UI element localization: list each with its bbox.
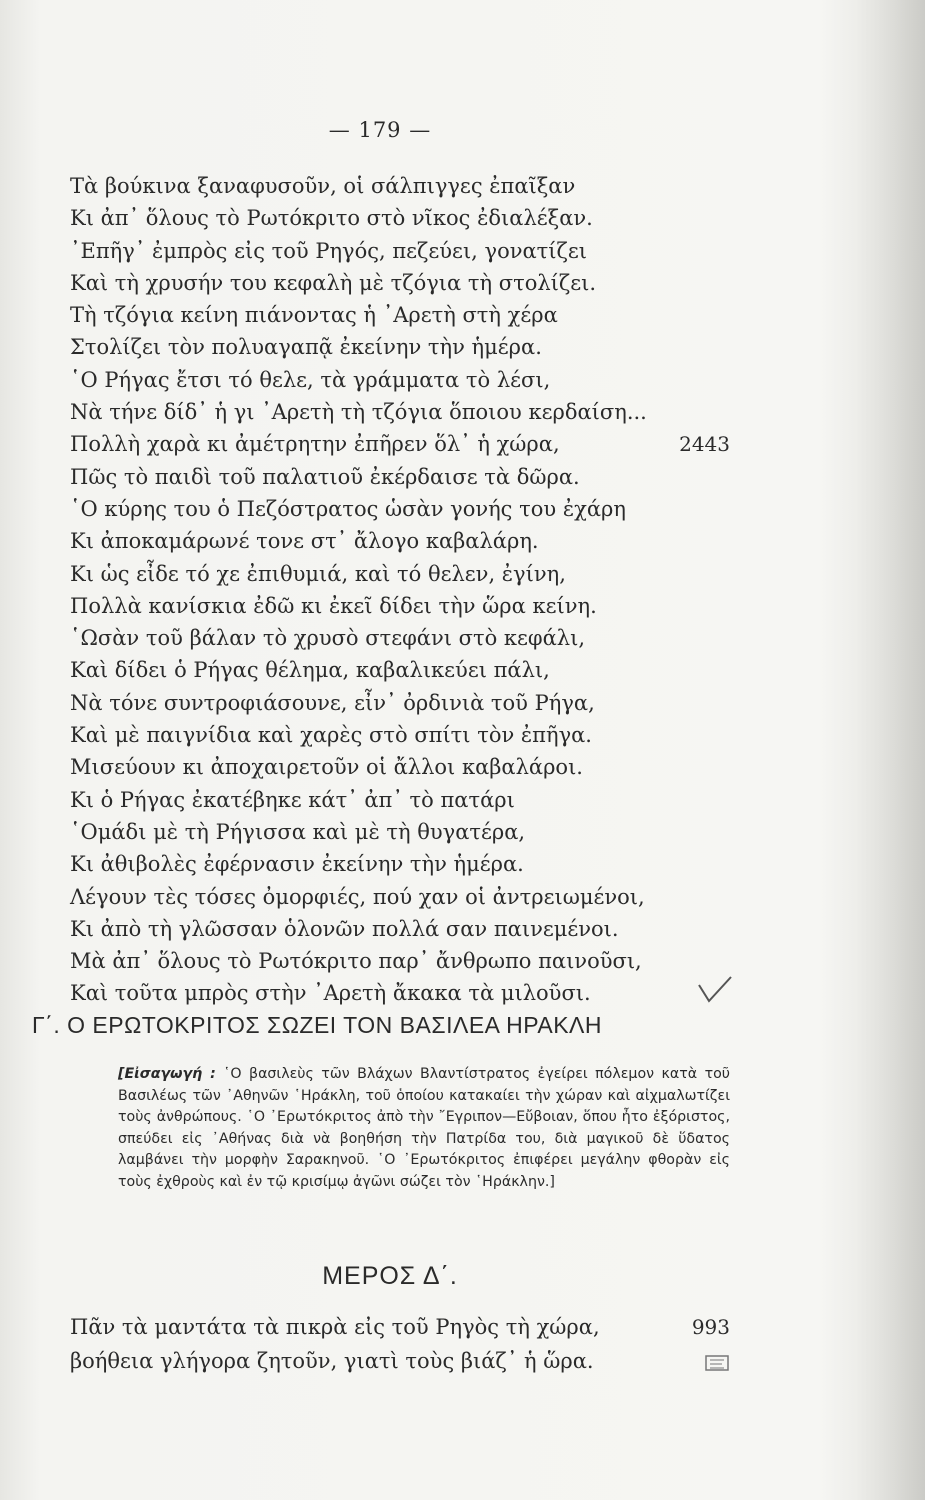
verse-text: ῾Ο κύρης του ὁ Πεζόστρατος ὡσὰν γονής του ἐχάρη — [70, 496, 626, 521]
verse-line — [70, 816, 720, 848]
verse-text: Τὰ βούκινα ξαναφυσοῦν, οἱ σάλπιγγες ἐπαῖξαν — [70, 174, 576, 198]
verse-text: Πολλὴ χαρὰ κι ἀμέτρητην ἐπῆρεν ὅλ᾽ ἡ χώρα, — [70, 432, 560, 457]
verse-number: 993 — [691, 1315, 730, 1339]
verse-line — [70, 396, 720, 428]
checkmark-icon — [695, 975, 735, 1005]
verse-text: Μισεύουν κι ἀποχαιρετοῦν οἱ ἄλλοι καβαλάροι. — [70, 755, 583, 780]
verse-line — [70, 1310, 730, 1344]
intro-label: [Εἰσαγωγή : — [118, 1066, 216, 1082]
verse-line — [70, 364, 720, 396]
verse-line — [70, 235, 720, 267]
verse-line — [70, 558, 720, 590]
verse-line — [70, 945, 720, 977]
verse-text: βοήθεια γλήγορα ζητοῦν, γιατὶ τοὺς βιάζ᾽ ἡ ὥρα. — [70, 1349, 594, 1373]
introduction-paragraph — [118, 1064, 730, 1194]
verse-line — [70, 461, 720, 493]
verse-line — [70, 881, 720, 913]
verse-text: Κι ὡς εἶδε τό χε ἐπιθυμιά, καὶ τό θελεν, ἐγίνη, — [70, 561, 566, 586]
verse-line — [70, 590, 720, 622]
verse-line — [70, 1344, 720, 1378]
verse-block — [70, 170, 730, 1010]
verse-number: 2443 — [679, 432, 730, 457]
library-stamp-icon — [704, 1350, 730, 1372]
verse-text: Πολλὰ κανίσκια ἐδῶ κι ἐκεῖ δίδει τὴν ὥρα κείνη. — [70, 593, 597, 618]
verse-text: Κι ὁ Ρήγας ἐκατέβηκε κάτ᾽ ἀπ᾽ τὸ πατάρι — [70, 787, 515, 812]
verse-text: Κι ἀθιβολὲς ἐφέρνασιν ἐκείνην τὴν ἡμέρα. — [70, 852, 524, 877]
verse-text: Κι ἀπ᾽ ὅλους τὸ Ρωτόκριτο στὸ νῖκος ἐδιαλέξαν. — [70, 206, 593, 231]
part-heading: ΜΕΡΟΣ Δ΄. — [322, 1262, 458, 1290]
verse-line — [70, 622, 720, 654]
page-number: — 179 — — [328, 118, 432, 142]
verse-line — [70, 977, 720, 1009]
verse-line — [70, 687, 720, 719]
verse-text: Τὴ τζόγια κείνη πιάνοντας ἡ ᾽Αρετὴ στὴ χέρα — [70, 303, 558, 328]
verse-text: Νὰ τήνε δίδ᾽ ἡ γι ᾽Αρετὴ τὴ τζόγια ὅποιου κερδαίση... — [70, 400, 647, 425]
verse-text: Καὶ δίδει ὁ Ρήγας θέλημα, καβαλικεύει πάλι, — [70, 658, 550, 683]
verse-text: Πᾶν τὰ μαντάτα τὰ πικρὰ εἰς τοῦ Ρηγὸς τὴ χώρα, — [70, 1315, 600, 1339]
verse-text: Καὶ τοῦτα μπρὸς στὴν ᾽Αρετὴ ἄκακα τὰ μιλοῦσι. — [70, 981, 591, 1006]
verse-line — [70, 525, 720, 557]
verse-text: Λέγουν τὲς τόσες ὀμορφιές, πού χαν οἱ ἀντρειωμένοι, — [70, 884, 645, 909]
verse-line — [70, 751, 720, 783]
verse-line — [70, 428, 730, 460]
verse-block-2 — [70, 1310, 730, 1378]
verse-text: ῾Ομάδι μὲ τὴ Ρήγισσα καὶ μὲ τὴ θυγατέρα, — [70, 819, 526, 844]
verse-line — [70, 848, 720, 880]
page-edge-shadow — [855, 0, 925, 1500]
verse-text: Νὰ τόνε συντροφιάσουνε, εἶν᾽ ὀρδινιὰ τοῦ Ρήγα, — [70, 690, 595, 715]
verse-text: Μὰ ἀπ᾽ ὅλους τὸ Ρωτόκριτο παρ᾽ ἄνθρωπο παινοῦσι, — [70, 949, 642, 974]
verse-text: Κι ἀποκαμάρωνέ τονε στ᾽ ἄλογο καβαλάρη. — [70, 529, 539, 554]
section-heading: Γ΄. Ο ΕΡΩΤΟΚΡΙΤΟΣ ΣΩΖΕΙ ΤΟΝ ΒΑΣΙΛΕΑ ΗΡΑΚΛΗ — [32, 1012, 603, 1038]
verse-line — [70, 299, 720, 331]
verse-text: Πῶς τὸ παιδὶ τοῦ παλατιοῦ ἐκέρδαισε τὰ δῶρα. — [70, 464, 580, 489]
verse-text: ῾Ο Ρήγας ἔτσι τό θελε, τὰ γράμματα τὸ λέσι, — [70, 367, 551, 392]
intro-text: ῾Ο βασιλεὺς τῶν Βλάχων Βλαντίστρατος ἐγείρει πόλεμον κατὰ τοῦ Βασιλέως τῶν ᾽Αθηνῶν ῾Ηράκλη, τοῦ ὁποίου κατακαίει τὴν χώραν καὶ αἰχμαλωτίζει τοὺς ἀνθρώπους. ῾Ο ᾽Ερωτόκριτος ἀπὸ τὴν ῎Εγριπον—Εὔβοιαν, ὅπου ἦτο ἐξόριστος, σπεύδει εἰς ᾽Αθήνας διὰ νὰ βοηθήση τὴν Πατρίδα του, διὰ μαγικοῦ δὲ ὕδατος λαμβάνει τὴν μορφὴν Σαρακηνοῦ. ῾Ο ᾽Ερωτόκριτος ἐπιφέρει μεγάλην φθορὰν εἰς τοὺς ἐχθροὺς καὶ ἐν τῷ κρισίμῳ ἀγῶνι σώζει τὸν ῾Ηράκλην.] — [118, 1066, 731, 1190]
verse-line — [70, 719, 720, 751]
verse-text: ᾽Επῆγ᾽ ἐμπρὸς εἰς τοῦ Ρηγός, πεζεύει, γονατίζει — [70, 238, 588, 263]
verse-text: Κι ἀπὸ τὴ γλῶσσαν ὁλονῶν πολλά σαν παινεμένοι. — [70, 916, 619, 941]
verse-line — [70, 202, 720, 234]
verse-text: Στολίζει τὸν πολυαγαπᾷ ἐκείνην τὴν ἡμέρα. — [70, 335, 542, 360]
verse-line — [70, 267, 720, 299]
verse-line — [70, 784, 720, 816]
verse-text: Καὶ μὲ παιγνίδια καὶ χαρὲς στὸ σπίτι τὸν ἐπῆγα. — [70, 723, 592, 748]
verse-line — [70, 331, 720, 363]
verse-line — [70, 170, 720, 202]
verse-text: ῾Ωσὰν τοῦ βάλαν τὸ χρυσὸ στεφάνι στὸ κεφάλι, — [70, 626, 586, 651]
verse-line — [70, 493, 720, 525]
verse-text: Καὶ τὴ χρυσήν του κεφαλὴ μὲ τζόγια τὴ στολίζει. — [70, 270, 597, 295]
verse-line — [70, 913, 720, 945]
verse-line — [70, 654, 720, 686]
